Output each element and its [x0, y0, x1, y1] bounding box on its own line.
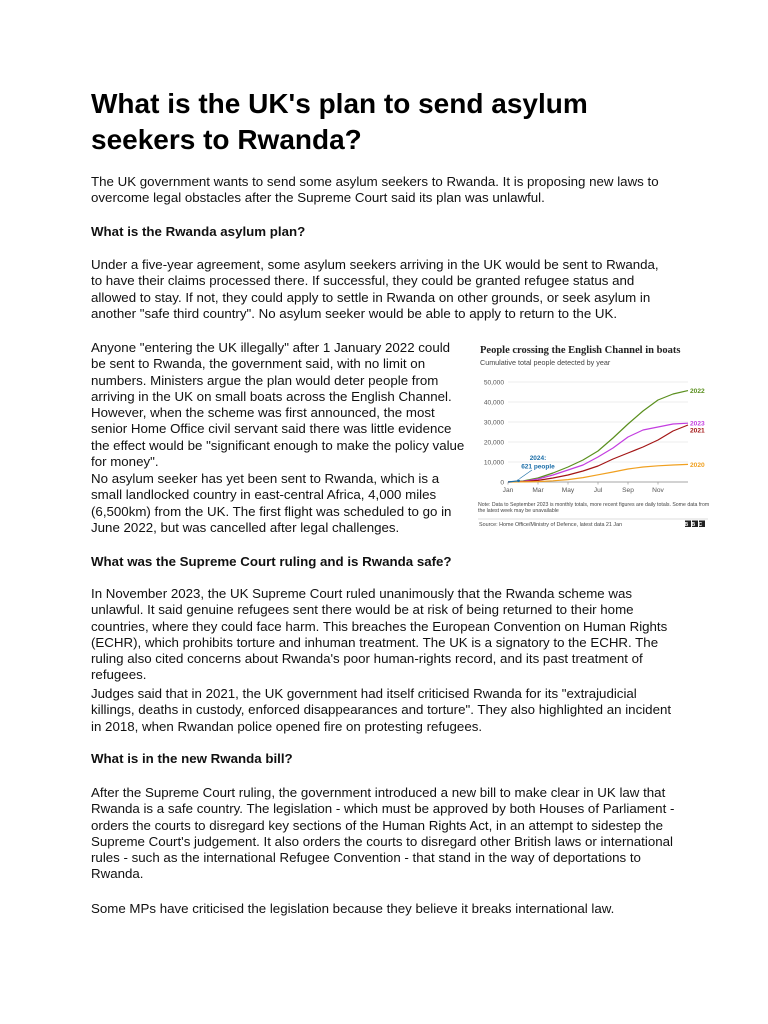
series-label-2020: 2020 [690, 461, 705, 469]
article-title: What is the UK's plan to send asylum seekers to Rwanda? [91, 88, 588, 155]
chart-note: Note: Data to September 2023 is monthly totals, more recent figures are daily totals. Some data from the latest week may be unavailable [478, 502, 710, 515]
series-label-2023: 2023 [690, 420, 705, 428]
x-tick-label: Jul [593, 487, 603, 494]
bbc-logo [684, 521, 705, 528]
plan-paragraph-2: Anyone "entering the UK illegally" after 1 January 2022 could be sent to Rwanda, the government said, with no limit on numbers. Ministers argue the plan would deter people from arriving in the UK on small boats across the English Channel. However, when the scheme was first announced, the most senior Home Office civil servant said there was little evidence the effect would be "significant enough to make the policy value for money". [91, 340, 465, 470]
chart-canvas [476, 340, 712, 530]
chart-source: Source: Home Office/Ministry of Defence, latest data 21 Jan [479, 522, 623, 528]
series-marker-2024 [517, 479, 520, 482]
plan-paragraph-1: Under a five-year agreement, some asylum seekers arriving in the UK would be sent to Rwanda, to have their claims processed there. If successful, they could be granted refugee status and allowed to stay. If not, they could apply to settle in Rwanda on other grounds, or seek asylum in another "safe third country". No asylum seeker would be able to apply to return to the UK. [91, 257, 659, 321]
y-tick-label: 30,000 [483, 419, 504, 427]
y-tick-label: 10,000 [483, 459, 504, 467]
bill-paragraph-2: Some MPs have criticised the legislation because they believe it breaks international law. [91, 901, 615, 916]
y-tick-label: 50,000 [483, 379, 504, 387]
intro-paragraph: The UK government wants to send some asylum seekers to Rwanda. It is proposing new laws to overcome legal obstacles after the Supreme Court said its plan was unlawful. [91, 174, 659, 206]
series-line-2021 [508, 425, 688, 482]
bill-paragraph-1: After the Supreme Court ruling, the government introduced a new bill to make clear in UK law that Rwanda is a safe country. The legislation - which must be approved by both Houses of Parliament - orders the courts to disregard key sections of the Human Rights Act, in an attempt to sidestep the Supreme Court's judgement. It also orders the courts to disregard other British laws or international rules - such as the international Refugee Convention - that stand in the way of deportations to Rwanda. [91, 785, 675, 882]
section-heading-ruling: What was the Supreme Court ruling and is Rwanda safe? [91, 554, 452, 569]
y-tick-label: 20,000 [483, 439, 504, 447]
y-tick-label: 0 [500, 479, 504, 487]
x-tick-label: May [561, 487, 575, 494]
x-tick-label: Sep [622, 487, 634, 494]
annotation-2024-year: 2024: [529, 455, 547, 462]
svg-text:BBC: BBC [684, 521, 706, 528]
ruling-paragraph-1: In November 2023, the UK Supreme Court ruled unanimously that the Rwanda scheme was unlawful. It said genuine refugees sent there would be at risk of being returned to their home countries, where they could face harm. This breaches the European Convention on Human Rights (ECHR), which prohibits torture and inhuman treatment. The UK is a signatory to the ECHR. The ruling also cited concerns about Rwanda's poor human-rights record, and its past treatment of refugees. [91, 586, 668, 683]
chart-title: People crossing the English Channel in boats [480, 345, 681, 356]
x-tick-label: Jan [502, 487, 514, 494]
x-tick-label: Mar [532, 487, 544, 494]
plan-paragraph-3: No asylum seeker has yet been sent to Rwanda, which is a small landlocked country in east-central Africa, 4,000 miles (6,500km) from the UK. The first flight was scheduled to go in June 2022, but was cancelled after legal challenges. [91, 471, 452, 535]
annotation-leader [520, 470, 533, 479]
ruling-paragraph-2: Judges said that in 2021, the UK government had itself criticised Rwanda for its "extrajudicial killings, deaths in custody, enforced disappearances and torture". They also highlighted an incident in 2018, when Rwandan police opened fire on protesting refugees. [91, 686, 672, 734]
chart-subtitle: Cumulative total people detected by year [480, 358, 611, 367]
section-heading-plan: What is the Rwanda asylum plan? [91, 224, 306, 239]
series-line-2023 [508, 423, 688, 482]
series-label-2021: 2021 [690, 427, 705, 435]
channel-crossings-chart [476, 340, 712, 530]
annotation-2024-count: 621 people [521, 463, 555, 471]
x-tick-label: Nov [652, 487, 664, 494]
y-tick-label: 40,000 [483, 399, 504, 407]
series-label-2022: 2022 [690, 388, 705, 395]
section-heading-bill: What is in the new Rwanda bill? [91, 751, 293, 766]
